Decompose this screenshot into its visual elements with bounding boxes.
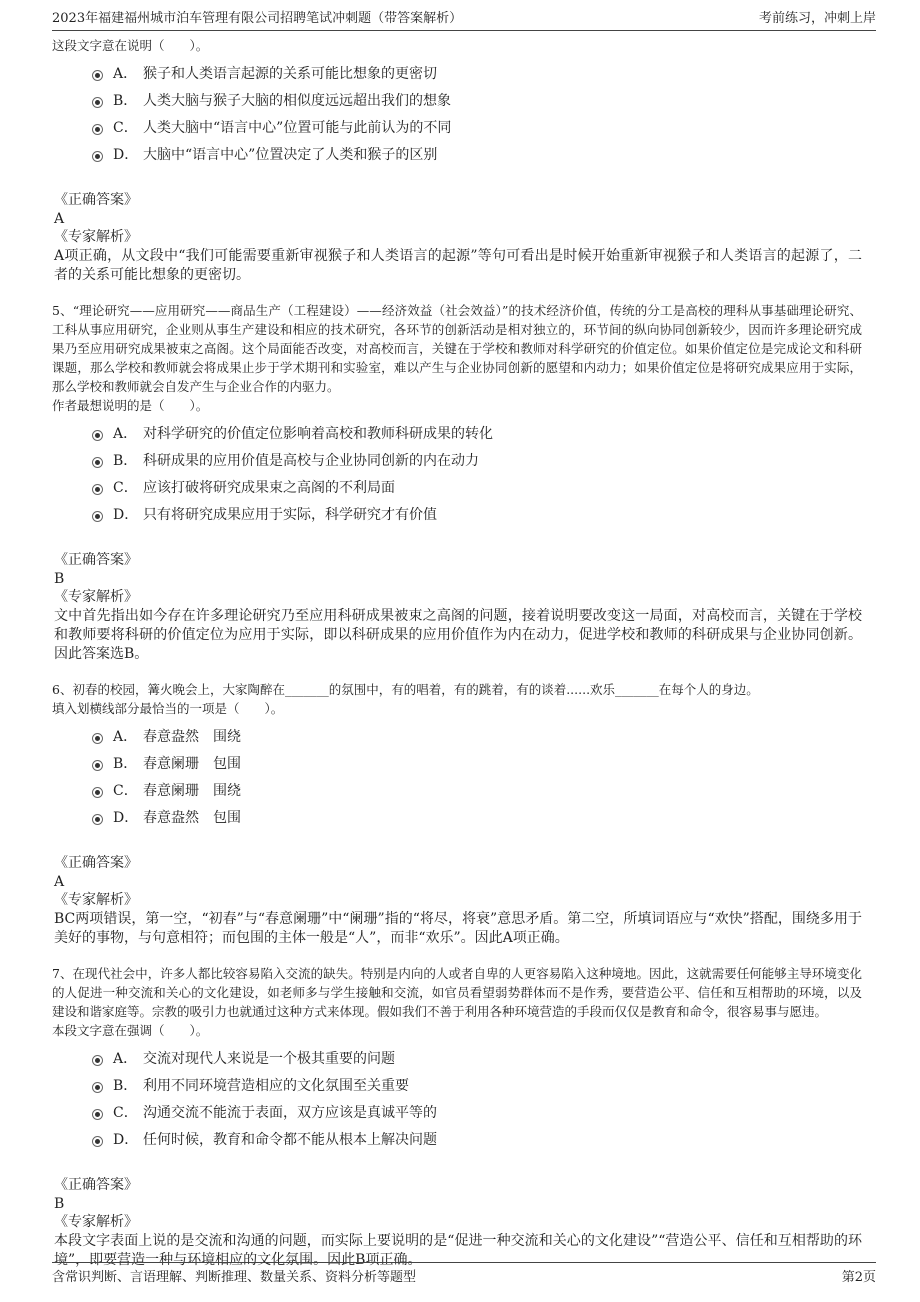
option-a[interactable] bbox=[92, 1044, 862, 1071]
option-a[interactable] bbox=[92, 419, 862, 446]
option-text: 任何时候，教育和命令都不能从根本上解决问题 bbox=[143, 1131, 437, 1148]
radio-button-icon[interactable] bbox=[92, 430, 103, 441]
option-list bbox=[92, 722, 862, 830]
option-letter: A． bbox=[113, 1050, 138, 1067]
option-letter: A． bbox=[113, 728, 138, 745]
option-text: 利用不同环境营造相应的文化氛围至关重要 bbox=[143, 1077, 409, 1094]
question-prompt: 填入划横线部分最恰当的一项是（ ）。 bbox=[52, 701, 284, 716]
option-text: 对科学研究的价值定位影响着高校和教师科研成果的转化 bbox=[143, 425, 493, 442]
radio-button-icon[interactable] bbox=[92, 1136, 103, 1147]
option-letter: D． bbox=[113, 809, 139, 826]
radio-button-icon[interactable] bbox=[92, 457, 103, 468]
option-letter: B． bbox=[113, 452, 138, 469]
option-letter: C． bbox=[113, 1104, 138, 1121]
correct-answer: A bbox=[54, 874, 65, 890]
option-text: 人类大脑中“语言中心”位置可能与此前认为的不同 bbox=[143, 119, 452, 136]
explanation-text: BC两项错误，第一空，“初春”与“春意阑珊”中“阑珊”指的“将尽，将衰”意思矛盾。第二空，所填词语应与“欢快”搭配，围绕多用于美好的事物，与句意相符；而包围的主体一般是“人”，而非“欢乐”。因此A项正确。 bbox=[54, 911, 862, 946]
radio-button-icon[interactable] bbox=[92, 484, 103, 495]
option-text: 猴子和人类语言起源的关系可能比想象的更密切 bbox=[143, 65, 437, 82]
option-text: 只有将研究成果应用于实际，科学研究才有价值 bbox=[143, 506, 437, 523]
document-title: 2023年福建福州城市泊车管理有限公司招聘笔试冲刺题（带答案解析） bbox=[52, 11, 463, 26]
option-text: 春意盎然 包围 bbox=[143, 809, 241, 826]
radio-button-icon[interactable] bbox=[92, 814, 103, 825]
correct-answer-label: 《正确答案》 bbox=[54, 1177, 138, 1193]
document-content bbox=[52, 36, 862, 1270]
radio-button-icon[interactable] bbox=[92, 1109, 103, 1120]
option-letter: A． bbox=[113, 425, 138, 442]
option-list bbox=[92, 1044, 862, 1152]
page-header bbox=[52, 8, 876, 31]
explanation-text: 本段文字表面上说的是交流和沟通的问题，而实际上要说明的是“促进一种交流和关心的文化建设”“营造公平、信任和互相帮助的环境”，即要营造一种与环境相应的文化氛围。因此B项正确。 bbox=[54, 1233, 862, 1268]
option-text: 春意盎然 围绕 bbox=[143, 728, 241, 745]
option-d[interactable] bbox=[92, 1125, 862, 1152]
option-letter: C． bbox=[113, 119, 138, 136]
correct-answer: A bbox=[54, 211, 65, 227]
question-prompt: 这段文字意在说明（ ）。 bbox=[52, 38, 209, 53]
radio-button-icon[interactable] bbox=[92, 787, 103, 798]
question-7 bbox=[52, 964, 862, 1270]
footer-categories: 含常识判断、言语理解、判断推理、数量关系、资料分析等题型 bbox=[52, 1270, 417, 1285]
explanation-label: 《专家解析》 bbox=[54, 892, 138, 908]
correct-answer: B bbox=[54, 1196, 65, 1212]
option-c[interactable] bbox=[92, 113, 862, 140]
radio-button-icon[interactable] bbox=[92, 733, 103, 744]
correct-answer-label: 《正确答案》 bbox=[54, 552, 138, 568]
page-number: 第2页 bbox=[841, 1270, 876, 1285]
correct-answer-label: 《正确答案》 bbox=[54, 192, 138, 208]
option-b[interactable] bbox=[92, 86, 862, 113]
option-d[interactable] bbox=[92, 140, 862, 167]
option-text: 人类大脑与猴子大脑的相似度远远超出我们的想象 bbox=[143, 92, 451, 109]
option-a[interactable] bbox=[92, 722, 862, 749]
option-a[interactable] bbox=[92, 59, 862, 86]
radio-button-icon[interactable] bbox=[92, 70, 103, 81]
option-list bbox=[92, 419, 862, 527]
explanation-text: A项正确，从文段中“我们可能需要重新审视猴子和人类语言的起源”等句可看出是时候开始重新审视猴子和人类语言的起源了，二者的关系可能比想象的更密切。 bbox=[54, 248, 862, 283]
option-b[interactable] bbox=[92, 1071, 862, 1098]
option-text: 沟通交流不能流于表面，双方应该是真诚平等的 bbox=[143, 1104, 437, 1121]
question-prompt: 本段文字意在强调（ ）。 bbox=[52, 1023, 209, 1038]
option-c[interactable] bbox=[92, 1098, 862, 1125]
option-b[interactable] bbox=[92, 446, 862, 473]
option-text: 应该打破将研究成果束之高阁的不利局面 bbox=[143, 479, 395, 496]
radio-button-icon[interactable] bbox=[92, 151, 103, 162]
question-text: 5、“理论研究——应用研究——商品生产（工程建设）——经济效益（社会效益）”的技术经济价值，传统的分工是高校的理科从事基础理论研究、工科从事应用研究，企业则从事生产建设和相应的技术研究，各环节的创新活动是相对独立的，环节间的纵向协同创新较少，因而许多理论研究成果乃至应用研究成果被束之高阁。这个局面能否改变，对高校而言，关键在于学校和教师对科学研究的价值定位。如果价值定位是完成论文和科研课题，那么学校和教师就会将成果止步于学术期刊和实验室，难以产生与企业协同创新的愿望和内动力；如果价值定位是将研究成果应用于实际，那么学校和教师就会自发产生与企业合作的内驱力。 bbox=[52, 303, 862, 394]
option-text: 科研成果的应用价值是高校与企业协同创新的内在动力 bbox=[143, 452, 479, 469]
option-letter: C． bbox=[113, 782, 138, 799]
radio-button-icon[interactable] bbox=[92, 511, 103, 522]
option-b[interactable] bbox=[92, 749, 862, 776]
option-text: 大脑中“语言中心”位置决定了人类和猴子的区别 bbox=[143, 146, 438, 163]
option-letter: B． bbox=[113, 755, 138, 772]
option-c[interactable] bbox=[92, 473, 862, 500]
option-letter: A． bbox=[113, 65, 138, 82]
question-6 bbox=[52, 680, 862, 948]
explanation-label: 《专家解析》 bbox=[54, 1214, 138, 1230]
header-tagline: 考前练习，冲刺上岸 bbox=[758, 11, 876, 26]
option-text: 交流对现代人来说是一个极其重要的问题 bbox=[143, 1050, 395, 1067]
radio-button-icon[interactable] bbox=[92, 124, 103, 135]
option-letter: B． bbox=[113, 92, 138, 109]
question-5 bbox=[52, 301, 862, 664]
radio-button-icon[interactable] bbox=[92, 97, 103, 108]
option-letter: B． bbox=[113, 1077, 138, 1094]
option-letter: C． bbox=[113, 479, 138, 496]
option-d[interactable] bbox=[92, 803, 862, 830]
option-d[interactable] bbox=[92, 500, 862, 527]
option-letter: D． bbox=[113, 1131, 139, 1148]
option-text: 春意阑珊 包围 bbox=[143, 755, 241, 772]
question-text: 6、初春的校园，篝火晚会上，大家陶醉在_______的氛围中，有的唱着，有的跳着，有的谈着......欢乐_______在每个人的身边。 bbox=[52, 682, 759, 697]
explanation-label: 《专家解析》 bbox=[54, 589, 138, 605]
option-c[interactable] bbox=[92, 776, 862, 803]
option-letter: D． bbox=[113, 146, 139, 163]
explanation-text: 文中首先指出如今存在许多理论研究乃至应用科研成果被束之高阁的问题，接着说明要改变这一局面，对高校而言，关键在于学校和教师要将科研的价值定位为应用于实际，即以科研成果的应用价值作为内在动力，促进学校和教师的科研成果与企业协同创新。因此答案选B。 bbox=[54, 608, 862, 662]
option-list bbox=[92, 59, 862, 167]
radio-button-icon[interactable] bbox=[92, 1082, 103, 1093]
correct-answer: B bbox=[54, 571, 65, 587]
option-text: 春意阑珊 围绕 bbox=[143, 782, 241, 799]
option-letter: D． bbox=[113, 506, 139, 523]
question-4 bbox=[52, 36, 862, 285]
radio-button-icon[interactable] bbox=[92, 1055, 103, 1066]
radio-button-icon[interactable] bbox=[92, 760, 103, 771]
question-text: 7、在现代社会中，许多人都比较容易陷入交流的缺失。特别是内向的人或者自卑的人更容易陷入这种境地。因此，这就需要任何能够主导环境变化的人促进一种交流和关心的文化建设，如老师多与学生接触和交流，如官员看望弱势群体而不是作秀，要营造公平、信任和互相帮助的环境，以及建设和谐家庭等。宗教的吸引力也就通过这种方式来体现。假如我们不善于利用各种环境营造的手段而仅仅是教育和命令，很容易事与愿违。 bbox=[52, 966, 862, 1019]
question-prompt: 作者最想说明的是（ ）。 bbox=[52, 398, 209, 413]
correct-answer-label: 《正确答案》 bbox=[54, 855, 138, 871]
page-footer bbox=[52, 1262, 876, 1289]
explanation-label: 《专家解析》 bbox=[54, 229, 138, 245]
